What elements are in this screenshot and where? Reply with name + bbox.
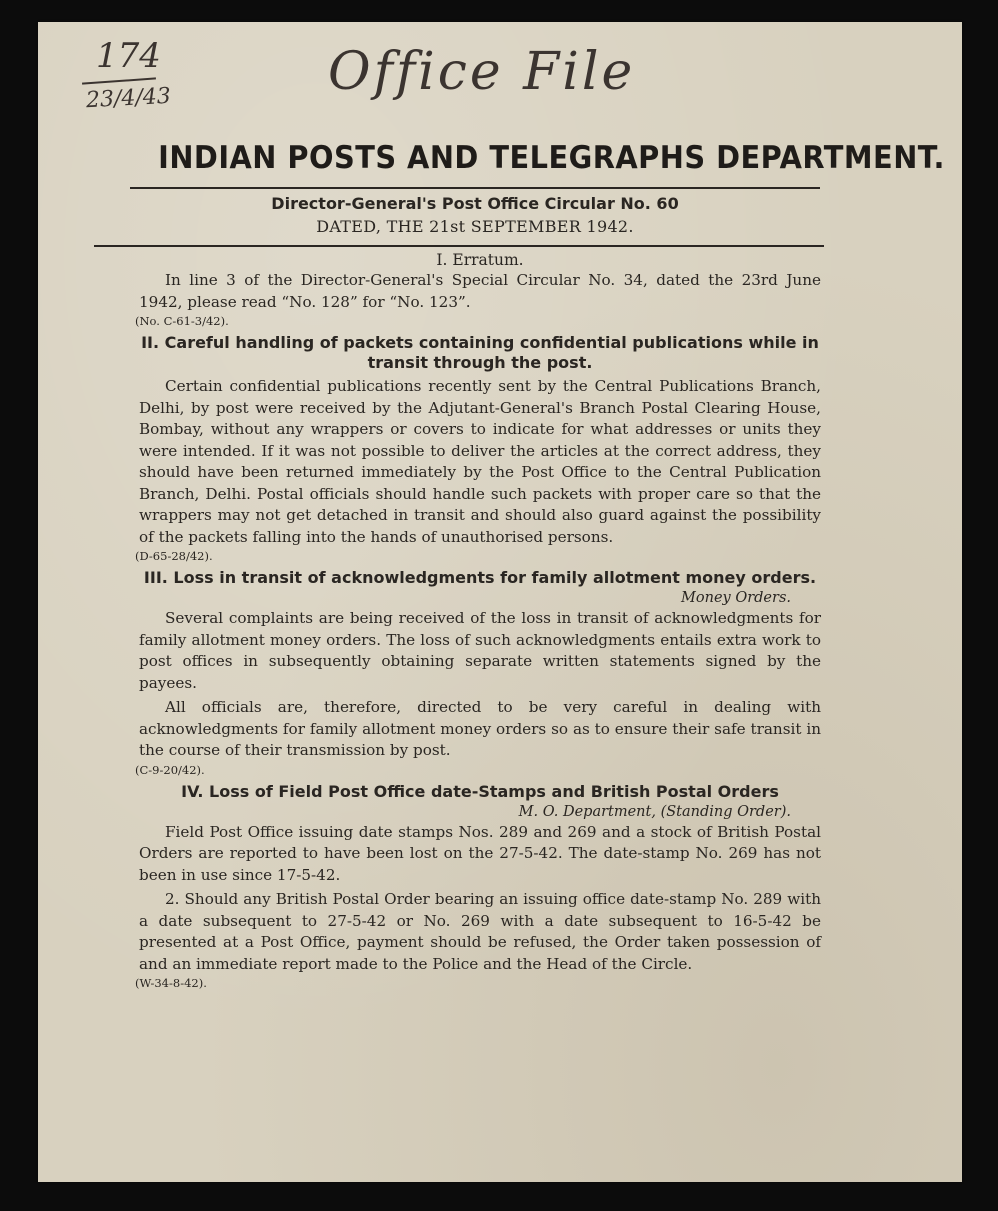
- section-field-post-office: [135, 781, 821, 992]
- title-rule: [130, 187, 820, 189]
- circular-sheet: [38, 22, 962, 1182]
- circular-subtitle: Director-General's Post Office Circular No. 60: [271, 194, 679, 213]
- section-category: M. O. Department, (Standing Order).: [518, 803, 791, 820]
- circular-body: [135, 250, 821, 995]
- section-paragraph: 2. Should any British Postal Order bearing an issuing office date-stamp No. 289 with a date subsequent to 27-5-42 or No. 269 with a date subsequent to 16-5-42 be presented at a Post Office, payment should be refused, the Order taken possession of and an immediate report made to the Police and the Head of the Circle.: [139, 890, 821, 973]
- section-paragraph: All officials are, therefore, directed to be very careful in dealing with acknowledgments for family allotment money orders so as to ensure their safe transit in the course of their transmission by post.: [139, 698, 821, 759]
- handwritten-office-file-note: Office File: [328, 42, 636, 102]
- header-rule: [94, 245, 824, 247]
- section-paragraph: Several complaints are being received of the loss in transit of acknowledgments for family allotment money orders. The loss of such acknowledgments entails extra work to post offices in subsequently obtaining separate written statements signed by the payees.: [139, 609, 821, 692]
- section-paragraph: In line 3 of the Director-General's Special Circular No. 34, dated the 23rd June 1942, please read “No. 128” for “No. 123”.: [139, 271, 821, 311]
- section-heading: I. Erratum.: [436, 251, 524, 269]
- handwritten-date: 23/4/43: [85, 83, 172, 114]
- file-reference: (C-9-20/42).: [135, 762, 205, 777]
- section-acknowledgments: [135, 568, 821, 778]
- section-heading: III. Loss in transit of acknowledgments for family allotment money orders.: [143, 568, 817, 587]
- section-heading: IV. Loss of Field Post Office date-Stamps and British Postal Orders: [181, 781, 779, 801]
- section-paragraph: Certain confidential publications recently sent by the Central Publications Branch, Delhi, by post were received by the Adjutant-General's Branch Postal Clearing House, Bombay, without any wrappers or covers to indicate for what addresses or units they were intended. If it was not possible to deliver the articles at the correct address, they should have been returned immediately by the Post Office to the Central Publication Branch, Delhi. Postal officials should handle such packets with proper care so that the wrappers may not get detached in transit and should also guard against the possibility of the packets falling into the hands of unauthorised persons.: [139, 377, 821, 546]
- handwritten-file-number: 174: [96, 36, 161, 76]
- handwritten-underline: [82, 77, 156, 84]
- section-heading: II. Careful handling of packets containing confidential publications while in transit through the post.: [141, 333, 819, 372]
- section-category: Money Orders.: [681, 590, 791, 606]
- section-confidential-packets: [135, 333, 821, 564]
- section-paragraph: Field Post Office issuing date stamps Nos. 289 and 269 and a stock of British Postal Orders are reported to have been lost on the 27-5-42. The date-stamp No. 269 has not been in use since 17-5-42.: [139, 822, 821, 884]
- circular-date: DATED, THE 21st SEPTEMBER 1942.: [316, 217, 634, 236]
- department-title: INDIAN POSTS AND TELEGRAPHS DEPARTMENT.: [158, 140, 945, 176]
- file-reference: (No. C-61-3/42).: [135, 314, 229, 328]
- file-reference: (W-34-8-42).: [135, 976, 207, 990]
- section-erratum: [135, 250, 821, 329]
- file-reference: (D-65-28/42).: [135, 549, 213, 563]
